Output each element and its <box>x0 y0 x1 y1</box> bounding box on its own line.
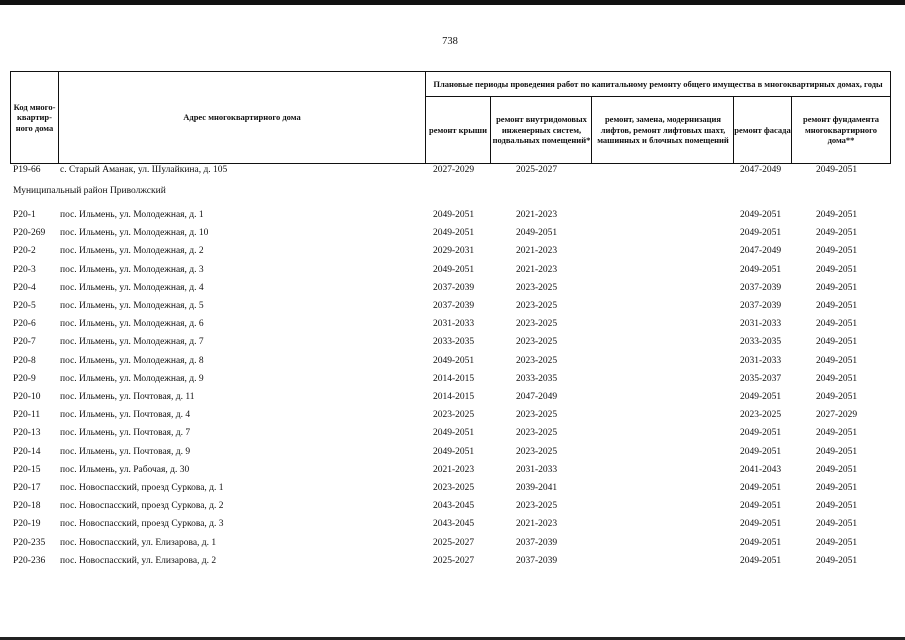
header-facade: ремонт фасада <box>734 124 791 135</box>
row-engineering: 2023-2025 <box>516 501 558 511</box>
row-engineering: 2039-2041 <box>516 483 558 493</box>
row-foundation: 2049-2051 <box>816 501 858 511</box>
row-engineering: 2023-2025 <box>516 428 558 438</box>
table-row <box>0 556 905 570</box>
row-engineering: 2021-2023 <box>516 265 558 275</box>
row-engineering: 2023-2025 <box>516 301 558 311</box>
row-roof: 2037-2039 <box>433 301 475 311</box>
header-engineering: ремонт внутридомовых инженерных систем, подвальных помещений* <box>492 114 591 146</box>
row-foundation: 2049-2051 <box>816 246 858 256</box>
row-roof: 2025-2027 <box>433 556 475 566</box>
row-code: Р20-6 <box>13 319 36 329</box>
row-roof: 2025-2027 <box>433 538 475 548</box>
header-vline-col2 <box>591 97 592 163</box>
header-code: Код много-квартир-ного дома <box>13 101 56 133</box>
row-facade: 2031-2033 <box>740 319 782 329</box>
row-roof: 2049-2051 <box>433 210 475 220</box>
row-address: пос. Ильмень, ул. Молодежная, д. 6 <box>60 319 204 329</box>
row-foundation: 2049-2051 <box>816 483 858 493</box>
row-facade: 2049-2051 <box>740 556 782 566</box>
row-engineering: 2021-2023 <box>516 210 558 220</box>
row-facade: 2049-2051 <box>740 447 782 457</box>
row-roof: 2021-2023 <box>433 465 475 475</box>
row-foundation: 2049-2051 <box>816 283 858 293</box>
row-engineering: 2023-2025 <box>516 337 558 347</box>
row-address: с. Старый Аманак, ул. Шулайкина, д. 105 <box>60 165 228 175</box>
row-code: Р20-7 <box>13 337 36 347</box>
row-code: Р20-235 <box>13 538 46 548</box>
table-row <box>0 447 905 461</box>
row-code: Р20-17 <box>13 483 41 493</box>
row-facade: 2049-2051 <box>740 428 782 438</box>
row-roof: 2037-2039 <box>433 283 475 293</box>
row-code: Р20-236 <box>13 556 46 566</box>
row-roof: 2023-2025 <box>433 410 475 420</box>
row-engineering: 2033-2035 <box>516 374 558 384</box>
table-row <box>0 246 905 260</box>
row-roof: 2033-2035 <box>433 337 475 347</box>
row-engineering: 2023-2025 <box>516 319 558 329</box>
row-engineering: 2037-2039 <box>516 556 558 566</box>
row-roof: 2049-2051 <box>433 265 475 275</box>
row-foundation: 2049-2051 <box>816 374 858 384</box>
row-foundation: 2049-2051 <box>816 165 858 175</box>
table-row <box>0 519 905 533</box>
table-row <box>0 301 905 315</box>
row-roof: 2049-2051 <box>433 228 475 238</box>
row-roof: 2027-2029 <box>433 165 475 175</box>
row-roof: 2023-2025 <box>433 483 475 493</box>
row-engineering: 2021-2023 <box>516 519 558 529</box>
row-facade: 2037-2039 <box>740 283 782 293</box>
row-address: пос. Ильмень, ул. Почтовая, д. 11 <box>60 392 195 402</box>
row-engineering: 2023-2025 <box>516 283 558 293</box>
table-row-first <box>0 165 905 179</box>
row-facade: 2049-2051 <box>740 538 782 548</box>
row-code: Р20-13 <box>13 428 41 438</box>
row-facade: 2031-2033 <box>740 356 782 366</box>
row-code: Р20-2 <box>13 246 36 256</box>
row-engineering: 2023-2025 <box>516 356 558 366</box>
row-address: пос. Ильмень, ул. Почтовая, д. 9 <box>60 447 191 457</box>
row-facade: 2049-2051 <box>740 265 782 275</box>
table-row <box>0 337 905 351</box>
page-top-border <box>0 0 905 5</box>
row-facade: 2049-2051 <box>740 483 782 493</box>
row-foundation: 2027-2029 <box>816 410 858 420</box>
row-roof: 2031-2033 <box>433 319 475 329</box>
row-foundation: 2049-2051 <box>816 301 858 311</box>
row-code: Р20-15 <box>13 465 41 475</box>
row-roof: 2049-2051 <box>433 447 475 457</box>
row-roof: 2014-2015 <box>433 374 475 384</box>
row-address: пос. Ильмень, ул. Молодежная, д. 3 <box>60 265 204 275</box>
header-roof: ремонт крыши <box>429 124 487 135</box>
row-facade: 2049-2051 <box>740 501 782 511</box>
row-engineering: 2023-2025 <box>516 447 558 457</box>
row-facade: 2041-2043 <box>740 465 782 475</box>
header-bottom-line <box>10 163 891 164</box>
row-address: пос. Новоспасский, ул. Елизарова, д. 2 <box>60 556 217 566</box>
row-foundation: 2049-2051 <box>816 210 858 220</box>
row-address: пос. Ильмень, ул. Молодежная, д. 9 <box>60 374 204 384</box>
row-facade: 2035-2037 <box>740 374 782 384</box>
header-group: Плановые периоды проведения работ по капитальному ремонту общего имущества в многоквартирных домах, годы <box>433 78 883 89</box>
row-code: Р20-9 <box>13 374 36 384</box>
table-row <box>0 392 905 406</box>
row-foundation: 2049-2051 <box>816 428 858 438</box>
table-row <box>0 428 905 442</box>
row-address: пос. Ильмень, ул. Молодежная, д. 10 <box>60 228 209 238</box>
row-engineering: 2037-2039 <box>516 538 558 548</box>
row-address: пос. Ильмень, ул. Молодежная, д. 7 <box>60 337 204 347</box>
row-roof: 2014-2015 <box>433 392 475 402</box>
row-facade: 2023-2025 <box>740 410 782 420</box>
header-vline-right <box>890 71 891 163</box>
page-number: 738 <box>442 36 458 47</box>
row-address: пос. Ильмень, ул. Почтовая, д. 7 <box>60 428 191 438</box>
row-roof: 2043-2045 <box>433 519 475 529</box>
row-foundation: 2049-2051 <box>816 319 858 329</box>
row-facade: 2049-2051 <box>740 228 782 238</box>
row-code: Р20-14 <box>13 447 41 457</box>
table-row <box>0 483 905 497</box>
row-code: Р20-11 <box>13 410 41 420</box>
row-code: Р20-18 <box>13 501 41 511</box>
row-foundation: 2049-2051 <box>816 519 858 529</box>
table-row <box>0 319 905 333</box>
row-foundation: 2049-2051 <box>816 465 858 475</box>
row-address: пос. Ильмень, ул. Молодежная, д. 2 <box>60 246 204 256</box>
row-engineering: 2047-2049 <box>516 392 558 402</box>
row-foundation: 2049-2051 <box>816 538 858 548</box>
row-code: Р20-4 <box>13 283 36 293</box>
row-engineering: 2021-2023 <box>516 246 558 256</box>
row-foundation: 2049-2051 <box>816 356 858 366</box>
row-address: пос. Ильмень, ул. Молодежная, д. 8 <box>60 356 204 366</box>
table-row <box>0 374 905 388</box>
header-elevators: ремонт, замена, модернизация лифтов, ремонт лифтовых шахт, машинных и блочных помещений <box>597 114 729 146</box>
row-code: Р20-10 <box>13 392 41 402</box>
row-engineering: 2025-2027 <box>516 165 558 175</box>
table-row <box>0 265 905 279</box>
table-row <box>0 283 905 297</box>
row-foundation: 2049-2051 <box>816 556 858 566</box>
row-roof: 2029-2031 <box>433 246 475 256</box>
row-address: пос. Новоспасский, проезд Суркова, д. 1 <box>60 483 224 493</box>
row-facade: 2049-2051 <box>740 519 782 529</box>
row-code: Р20-269 <box>13 228 46 238</box>
row-roof: 2049-2051 <box>433 356 475 366</box>
table-row <box>0 465 905 479</box>
row-facade: 2049-2051 <box>740 210 782 220</box>
row-roof: 2043-2045 <box>433 501 475 511</box>
row-address: пос. Новоспасский, проезд Суркова, д. 2 <box>60 501 224 511</box>
header-foundation: ремонт фундамента многоквартирного дома** <box>803 114 879 146</box>
row-address: пос. Ильмень, ул. Молодежная, д. 4 <box>60 283 204 293</box>
row-code: Р20-1 <box>13 210 36 220</box>
table-row <box>0 538 905 552</box>
row-roof: 2049-2051 <box>433 428 475 438</box>
row-engineering: 2031-2033 <box>516 465 558 475</box>
row-foundation: 2049-2051 <box>816 392 858 402</box>
section-title: Муниципальный район Приволжский <box>13 186 166 196</box>
row-facade: 2047-2049 <box>740 246 782 256</box>
row-facade: 2047-2049 <box>740 165 782 175</box>
table-row <box>0 210 905 224</box>
table-row <box>0 501 905 515</box>
table-row <box>0 356 905 370</box>
row-code: Р20-8 <box>13 356 36 366</box>
row-address: пос. Новоспасский, ул. Елизарова, д. 1 <box>60 538 217 548</box>
row-facade: 2033-2035 <box>740 337 782 347</box>
row-code: Р20-3 <box>13 265 36 275</box>
row-address: пос. Ильмень, ул. Молодежная, д. 5 <box>60 301 204 311</box>
row-address: пос. Ильмень, ул. Рабочая, д. 30 <box>60 465 190 475</box>
row-address: пос. Ильмень, ул. Молодежная, д. 1 <box>60 210 204 220</box>
row-code: Р20-5 <box>13 301 36 311</box>
row-facade: 2037-2039 <box>740 301 782 311</box>
row-foundation: 2049-2051 <box>816 447 858 457</box>
row-address: пос. Ильмень, ул. Почтовая, д. 4 <box>60 410 191 420</box>
row-code: Р19-66 <box>13 165 41 175</box>
row-address: пос. Новоспасский, проезд Суркова, д. 3 <box>60 519 224 529</box>
row-foundation: 2049-2051 <box>816 337 858 347</box>
row-foundation: 2049-2051 <box>816 228 858 238</box>
table-row <box>0 410 905 424</box>
row-foundation: 2049-2051 <box>816 265 858 275</box>
row-code: Р20-19 <box>13 519 41 529</box>
row-engineering: 2023-2025 <box>516 410 558 420</box>
row-facade: 2049-2051 <box>740 392 782 402</box>
header-vline-col1 <box>490 97 491 163</box>
table-row <box>0 228 905 242</box>
header-address: Адрес многоквартирного дома <box>183 112 301 123</box>
row-engineering: 2049-2051 <box>516 228 558 238</box>
